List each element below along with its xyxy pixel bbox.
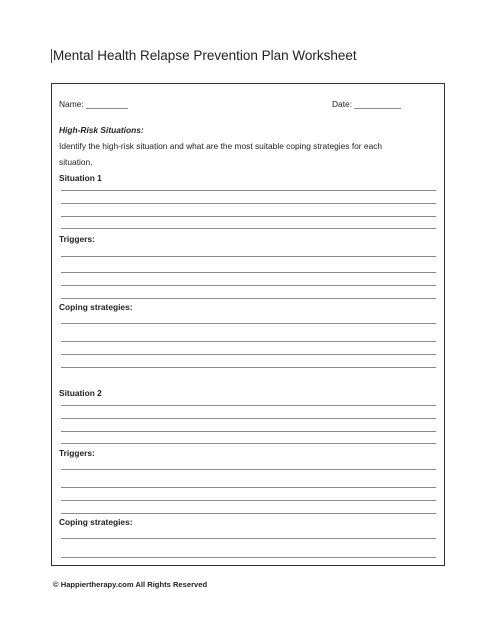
- writing-line[interactable]: [61, 228, 436, 229]
- instructions-line-2: situation.: [59, 157, 93, 167]
- writing-line[interactable]: [61, 323, 436, 324]
- date-field-label[interactable]: Date: __________: [332, 99, 401, 109]
- writing-line[interactable]: [61, 487, 436, 488]
- triggers-2-label: Triggers:: [59, 448, 95, 458]
- section-heading: High-Risk Situations:: [59, 125, 144, 135]
- writing-line[interactable]: [61, 418, 436, 419]
- writing-line[interactable]: [61, 341, 436, 342]
- writing-line[interactable]: [61, 538, 436, 539]
- writing-line[interactable]: [61, 216, 436, 217]
- coping-1-label: Coping strategies:: [59, 302, 133, 312]
- writing-line[interactable]: [61, 443, 436, 444]
- situation-2-label: Situation 2: [59, 388, 102, 398]
- name-field-label[interactable]: Name: _________: [59, 99, 128, 109]
- writing-line[interactable]: [61, 298, 436, 299]
- instructions-line-1: Identify the high-risk situation and what are the most suitable coping strategies for each: [59, 141, 383, 151]
- writing-line[interactable]: [61, 405, 436, 406]
- writing-line[interactable]: [61, 557, 436, 558]
- copyright-footer: © Happiertherapy.com All Rights Reserved: [53, 580, 208, 589]
- situation-1-label: Situation 1: [59, 173, 102, 183]
- triggers-1-label: Triggers:: [59, 234, 95, 244]
- worksheet-frame: [51, 83, 445, 566]
- writing-line[interactable]: [61, 354, 436, 355]
- text-cursor: [51, 49, 52, 63]
- writing-line[interactable]: [61, 367, 436, 368]
- document-title-text: Mental Health Relapse Prevention Plan Worksheet: [53, 48, 357, 63]
- writing-line[interactable]: [61, 469, 436, 470]
- coping-2-label: Coping strategies:: [59, 517, 133, 527]
- writing-line[interactable]: [61, 190, 436, 191]
- writing-line[interactable]: [61, 513, 436, 514]
- writing-line[interactable]: [61, 272, 436, 273]
- writing-line[interactable]: [61, 203, 436, 204]
- writing-line[interactable]: [61, 431, 436, 432]
- writing-line[interactable]: [61, 285, 436, 286]
- writing-line[interactable]: [61, 256, 436, 257]
- document-title: [51, 48, 357, 63]
- writing-line[interactable]: [61, 500, 436, 501]
